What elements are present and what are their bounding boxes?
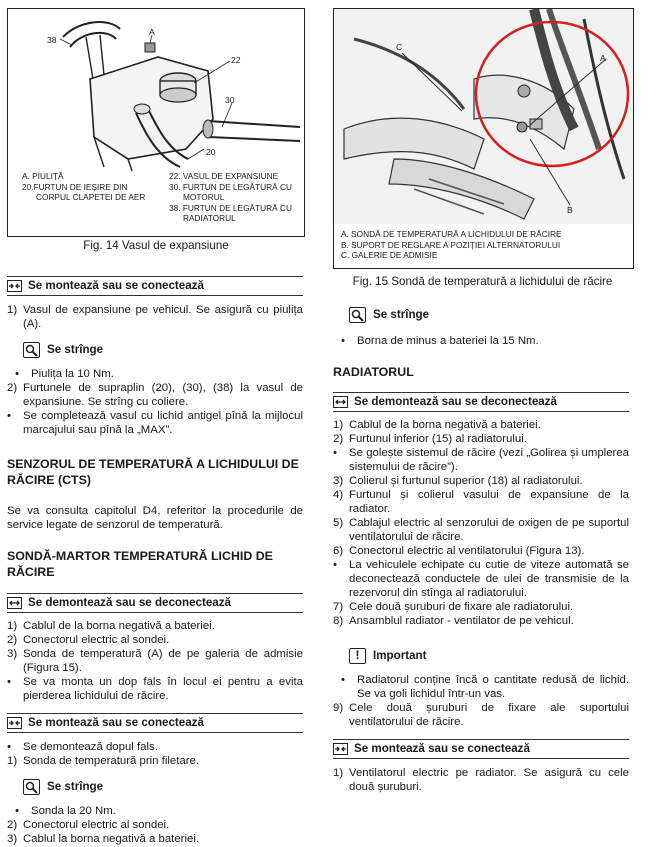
item-text: Colierul și furtunul superior (18) al radiatorului. <box>349 475 583 487</box>
item-marker: 6) <box>333 545 344 557</box>
item-text: Ansamblul radiator - ventilator de pe vehicul. <box>349 615 574 627</box>
section-header-label: Se montează sau se conectează <box>28 716 204 729</box>
legend-line: RADIATORUL <box>183 213 236 223</box>
coolant-sensor-illustration <box>334 9 633 224</box>
legend-line: A. PIULIȚĂ <box>22 171 64 181</box>
item-marker: • <box>15 368 19 380</box>
legend-line: B. SUPORT DE REGLARE A POZIȚIEI ALTERNATORULUI <box>341 239 561 250</box>
callout-22: 22 <box>231 55 241 65</box>
remove-arrows-icon <box>333 396 348 408</box>
item-text: Se va monta un dop fals în locul ei pentru a evita pierderea lichidului de răcire. <box>23 676 303 702</box>
list-item <box>333 474 629 488</box>
item-marker: 1) <box>7 755 18 767</box>
item-marker: 3) <box>7 648 18 660</box>
remove-arrows-icon <box>7 597 22 609</box>
item-marker: 1) <box>7 620 18 632</box>
item-text: Conectorul electric al sondei. <box>23 819 170 831</box>
section-header-install-2 <box>7 713 303 733</box>
item-marker: 1) <box>7 304 18 316</box>
item-text: Vasul de expansiune pe vehicul. Se asigură cu piulița (A). <box>23 304 303 330</box>
item-marker: 7) <box>333 601 344 613</box>
item-text: Cele două șuruburi de fixare ale suportului ventilatorului de răcire. <box>349 702 629 728</box>
tighten-header <box>349 307 429 323</box>
title-radiator: RADIATORUL <box>333 365 414 379</box>
list-item <box>333 516 629 544</box>
radiator-install-steps <box>333 766 629 794</box>
list-item <box>333 558 629 600</box>
list-item <box>7 381 303 409</box>
item-marker: 3) <box>333 475 344 487</box>
title-sonda: SONDĂ-MARTOR TEMPERATURĂ LICHID DE RĂCIRE <box>7 549 273 579</box>
item-marker: 2) <box>7 382 18 394</box>
wrench-icon <box>23 342 40 358</box>
list-item <box>7 818 303 832</box>
item-text: Borna de minus a bateriei la 15 Nm. <box>357 335 539 347</box>
callout-a: A <box>149 27 155 37</box>
item-text: Conectorul electric al sondei. <box>23 634 170 646</box>
item-text: Ventilatorul electric pe radiator. Se asigură cu cele două șuruburi. <box>349 767 629 793</box>
section-header-install <box>333 739 629 759</box>
list-item <box>7 367 303 381</box>
section-header-label: Se demontează sau se deconectează <box>28 596 231 609</box>
remove-steps <box>7 619 303 703</box>
tighten-header-2 <box>23 779 103 795</box>
item-text: Cablul de la borna negativă a bateriei. <box>349 419 541 431</box>
legend-line: MOTORUL <box>183 192 225 202</box>
legend-line: CORPUL CLAPETEI DE AER <box>36 192 146 202</box>
list-item <box>7 619 303 633</box>
tighten-header <box>23 342 103 358</box>
callout-30: 30 <box>225 95 235 105</box>
item-text: Piulița la 10 Nm. <box>31 368 114 380</box>
section-header-label: Se montează sau se conectează <box>28 279 204 292</box>
item-text: Sonda de temperatură (A) de pe galeria de admisie (Figura 15). <box>23 648 303 674</box>
section-header-remove <box>7 593 303 613</box>
item-text: Sonda la 20 Nm. <box>31 805 116 817</box>
item-text: Furtunul și colierul vasului de expansiune de la radiator. <box>349 489 629 515</box>
list-item <box>333 418 629 432</box>
list-item <box>7 647 303 675</box>
item-marker: • <box>341 335 345 347</box>
item-text: Se golește sistemul de răcire (vezi „Golirea și umplerea sistemului de răcire”). <box>349 447 629 473</box>
list-item <box>333 446 629 474</box>
install-arrows-icon <box>333 743 348 755</box>
important-notes <box>333 673 629 729</box>
item-marker: 3) <box>7 833 18 845</box>
list-item <box>333 544 629 558</box>
list-item <box>7 409 303 437</box>
list-item <box>7 740 303 754</box>
callout-c: C <box>396 42 403 52</box>
item-text: Cablul la borna negativă a bateriei. <box>23 833 200 845</box>
item-marker: • <box>7 676 11 688</box>
legend-line: A. SONDĂ DE TEMPERATURĂ A LICHIDULUI DE RĂCIRE <box>341 229 562 239</box>
item-text: Sonda de temperatură prin filetare. <box>23 755 200 767</box>
legend-line: 20.FURTUN DE IEȘIRE DIN <box>22 181 128 192</box>
item-text: Se completează vasul cu lichid antigel pînă la mijlocul marcajului sau pînă la „MAX”. <box>23 410 303 436</box>
list-item <box>333 701 629 729</box>
item-text: Furtunul inferior (15) al radiatorului. <box>349 433 527 445</box>
wrench-icon <box>349 307 366 323</box>
battery-step <box>333 334 629 348</box>
item-text: Cablajul electric al senzorului de oxigen de pe suportul ventilatorului de răcire. <box>349 517 629 543</box>
install-arrows-icon <box>7 717 22 729</box>
item-marker: 8) <box>333 615 344 627</box>
list-item <box>333 673 629 701</box>
figure-14-caption: Fig. 14 Vasul de expansiune <box>83 239 229 252</box>
figure-15 <box>333 8 634 269</box>
list-item <box>7 303 303 331</box>
important-header <box>349 648 426 664</box>
item-text: Radiatorul conține încă o cantitate redusă de lichid. Se va goli lichidul într-un vas. <box>357 674 629 700</box>
cts-text: Se va consulta capitolul D4, referitor la procedurile de service legate de senzorul de temperatură. <box>7 505 303 531</box>
item-marker: 5) <box>333 517 344 529</box>
item-text: Cablul de la borna negativă a bateriei. <box>23 620 215 632</box>
item-marker: • <box>7 741 11 753</box>
item-text: Furtunele de supraplin (20), (30), (38) la vasul de expansiune. Se strîng cu coliere. <box>23 382 303 408</box>
item-text: Se demontează dopul fals. <box>23 741 158 753</box>
item-marker: 9) <box>333 702 344 714</box>
list-item <box>333 432 629 446</box>
item-marker: • <box>333 559 337 571</box>
tighten-steps <box>7 367 303 437</box>
list-item <box>7 633 303 647</box>
tighten-label: Se strînge <box>47 780 104 793</box>
item-marker: • <box>341 674 345 686</box>
item-marker: 2) <box>7 634 18 646</box>
fig14-legend-right <box>169 171 292 224</box>
item-marker: 1) <box>333 419 344 431</box>
section-header-install <box>7 276 303 296</box>
list-item <box>333 600 629 614</box>
list-item <box>7 832 303 846</box>
radiator-remove-steps <box>333 418 629 628</box>
list-item <box>333 766 629 794</box>
list-item <box>7 804 303 818</box>
callout-b: B <box>567 205 573 215</box>
fig14-legend-left <box>22 171 145 203</box>
tighten-label: Se strînge <box>373 308 430 321</box>
legend-line: C. GALERIE DE ADMISIE <box>341 250 438 260</box>
item-text: Conectorul electric al ventilatorului (Figura 13). <box>349 545 585 557</box>
install-steps-2 <box>7 740 303 768</box>
exclamation-icon: ! <box>349 648 366 664</box>
install-steps <box>7 303 303 331</box>
list-item <box>333 488 629 516</box>
install-arrows-icon <box>7 280 22 292</box>
section-header-remove <box>333 392 629 412</box>
list-item <box>333 614 629 628</box>
callout-a: A <box>600 53 606 63</box>
tighten-label: Se strînge <box>47 343 104 356</box>
figure-15-caption: Fig. 15 Sondă de temperatură a lichidului de răcire <box>352 275 613 288</box>
legend-line: 38. FURTUN DE LEGĂTURĂ CU <box>169 202 292 213</box>
item-marker: 4) <box>333 489 344 501</box>
figure-14 <box>7 8 305 237</box>
tighten-steps-2 <box>7 804 303 846</box>
item-marker: • <box>7 410 11 422</box>
item-marker: 1) <box>333 767 344 779</box>
section-header-label: Se demontează sau se deconectează <box>354 395 557 408</box>
legend-line: 22. VASUL DE EXPANSIUNE <box>169 171 279 181</box>
important-label: Important <box>373 649 427 662</box>
fig15-legend <box>341 229 562 261</box>
section-header-label: Se montează sau se conectează <box>354 742 530 755</box>
item-marker: • <box>15 805 19 817</box>
list-item <box>7 675 303 703</box>
item-text: La vehiculele echipate cu cutie de viteze automată se deconectează conductele de ulei de transmisie de la rezervorul din stînga al radiatorului. <box>349 559 629 599</box>
item-marker: • <box>333 447 337 459</box>
item-text: Cele două șuruburi de fixare ale radiatorului. <box>349 601 574 613</box>
wrench-icon <box>23 779 40 795</box>
callout-20: 20 <box>206 147 216 157</box>
item-marker: 2) <box>7 819 18 831</box>
title-cts: SENZORUL DE TEMPERATURĂ A LICHIDULUI DE RĂCIRE (CTS) <box>7 457 299 487</box>
legend-line: 30. FURTUN DE LEGĂTURĂ CU <box>169 181 292 192</box>
item-marker: 2) <box>333 433 344 445</box>
list-item <box>333 334 629 348</box>
list-item <box>7 754 303 768</box>
callout-38: 38 <box>47 35 57 45</box>
